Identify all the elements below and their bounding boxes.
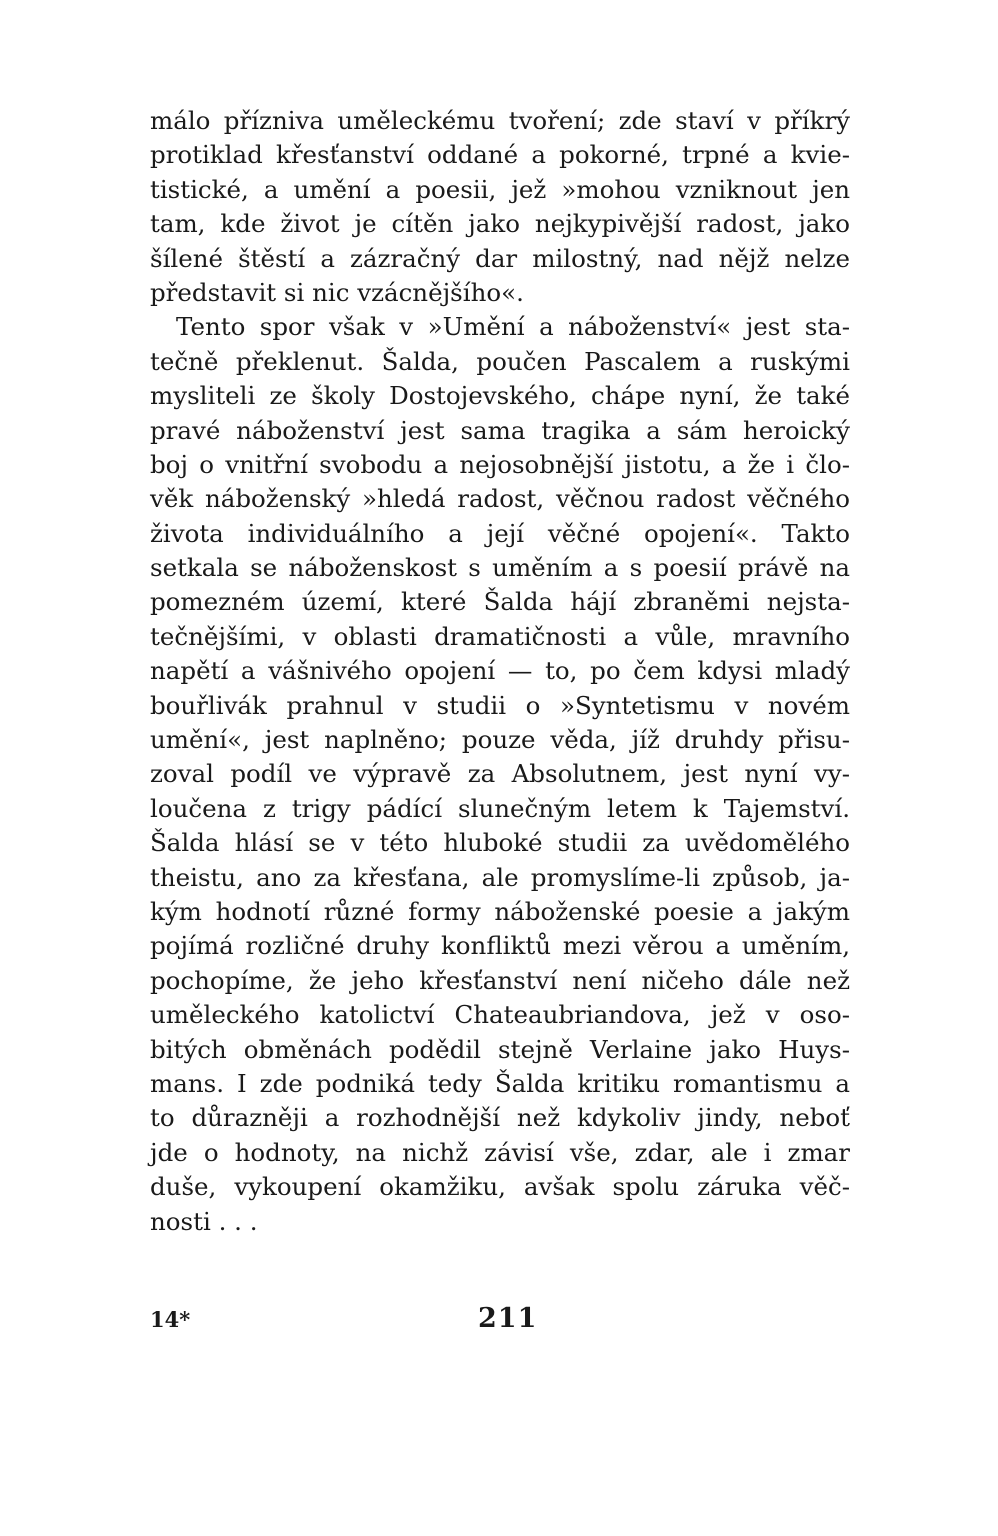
text-line-13: života individuálního a její věčné opojení«. Takto xyxy=(150,518,850,548)
text-line-15: pomezném území, které Šalda hájí zbraněmi nejsta- xyxy=(150,587,850,617)
text-line-17: napětí a vášnivého opojení — to, po čem kdysi mladý xyxy=(150,656,850,686)
text-line-11: boj o vnitřní svobodu a nejosobnější jistotu, a že i člo- xyxy=(150,449,850,479)
body-text xyxy=(150,104,850,1239)
text-line-12: věk náboženský »hledá radost, věčnou radost věčného xyxy=(150,484,850,514)
page-number: 211 xyxy=(478,1303,538,1334)
text-line-28: bitých obměnách podědil stejně Verlaine jako Huys- xyxy=(150,1034,850,1064)
text-line-29: mans. I zde podniká tedy Šalda kritiku romantismu a xyxy=(150,1068,850,1098)
text-line-7: Tento spor však v »Umění a náboženství« jest sta- xyxy=(176,312,850,342)
text-line-30: to důrazněji a rozhodnější než kdykoliv jindy, neboť xyxy=(150,1103,850,1133)
text-line-19: umění«, jest naplněno; pouze věda, jíž druhdy přisu- xyxy=(150,725,850,755)
text-line-21: loučena z trigy pádící slunečným letem k Tajemství. xyxy=(150,793,850,823)
text-line-33: nosti . . . xyxy=(150,1206,258,1236)
text-line-2: protiklad křesťanství oddané a pokorné, trpné a kvie- xyxy=(150,140,850,170)
text-line-18: bouřlivák prahnul v studii o »Syntetismu v novém xyxy=(150,690,850,720)
text-line-8: tečně překlenut. Šalda, poučen Pascalem a ruskými xyxy=(150,346,850,376)
text-line-24: kým hodnotí různé formy náboženské poesie a jakým xyxy=(150,896,850,926)
text-line-14: setkala se náboženskost s uměním a s poesií právě na xyxy=(150,553,850,583)
text-line-32: duše, vykoupení okamžiku, avšak spolu záruka věč- xyxy=(150,1172,850,1202)
text-line-31: jde o hodnoty, na nichž závisí vše, zdar, ale i zmar xyxy=(150,1137,850,1167)
text-line-25: pojímá rozličné druhy konfliktů mezi věrou a uměním, xyxy=(150,931,850,961)
text-line-20: zoval podíl ve výpravě za Absolutnem, jest nyní vy- xyxy=(150,759,850,789)
text-line-10: pravé náboženství jest sama tragika a sám heroický xyxy=(150,415,850,445)
text-line-26: pochopíme, že jeho křesťanství není ničeho dále než xyxy=(150,965,850,995)
text-line-22: Šalda hlásí se v této hluboké studii za uvědomělého xyxy=(150,828,850,858)
text-line-9: mysliteli ze školy Dostojevského, chápe nyní, že také xyxy=(150,381,850,411)
text-line-6: představit si nic vzácnějšího«. xyxy=(150,277,524,307)
text-line-1: málo přízniva uměleckému tvoření; zde staví v příkrý xyxy=(150,106,850,135)
text-line-27: uměleckého katolictví Chateaubriandova, jež v oso- xyxy=(150,1000,850,1030)
text-line-3: tistické, a umění a poesii, jež »mohou vzniknout jen xyxy=(150,174,850,204)
text-line-5: šílené štěstí a zázračný dar milostný, nad nějž nelze xyxy=(150,243,850,273)
text-line-4: tam, kde život je cítěn jako nejkypivější radost, jako xyxy=(150,209,850,239)
printer-signature-mark: 14* xyxy=(150,1307,191,1332)
text-line-16: tečnějšími, v oblasti dramatičnosti a vůle, mravního xyxy=(150,621,850,651)
text-line-23: theistu, ano za křesťana, ale promyslíme-li způsob, ja- xyxy=(150,862,850,892)
